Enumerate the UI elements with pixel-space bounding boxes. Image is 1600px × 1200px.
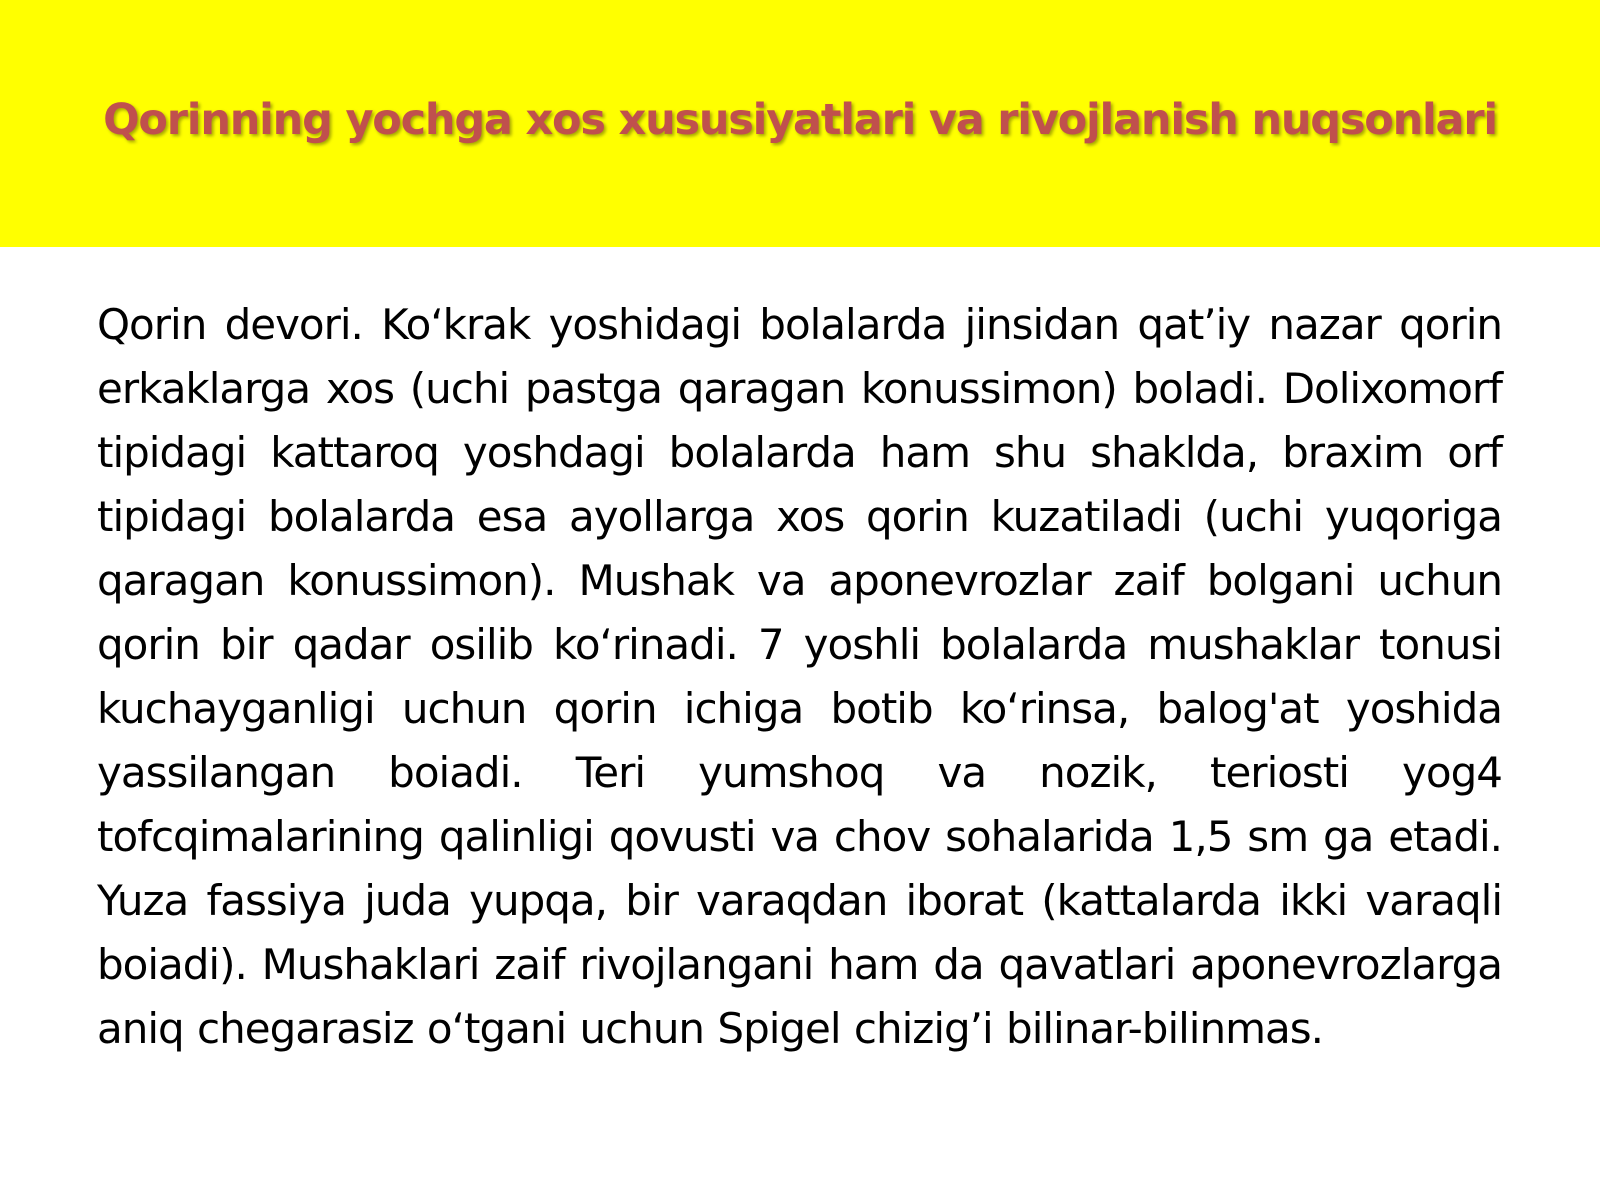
title-band xyxy=(0,0,1600,247)
slide-body-text: Qorin devori. Ko‘krak yoshidagi bolalarda jinsidan qat’iy nazar qorin erkaklarga xos (uchi pastga qaragan konussimon) boladi. Dolixomorf tipidagi kattaroq yoshdagi bolalarda ham shu shaklda, braxim orf tipidagi bolalarda esa ayollarga xos qorin kuzatiladi (uchi yuqoriga qaragan konussimon). Mushak va aponevrozlar zaif bolgani uchun qorin bir qadar osilib ko‘rinadi. 7 yoshli bolalarda mushaklar tonusi kuchayganligi uchun qorin ichiga botib ko‘rinsa, balog'at yoshida yassilangan boiadi. Teri yumshoq va nozik, teriosti yog4 tofcqimalarining qalinligi qovusti va chov sohalarida 1,5 sm ga etadi. Yuza fassiya juda yupqa, bir varaqdan iborat (kattalarda ikki varaqli boiadi). Mushaklari zaif rivojlangani ham da qavatlari aponevrozlarga aniq chegarasiz o‘tgani uchun Spigel chizig’i bilinar-bilinmas. xyxy=(97,300,1502,1053)
slide-title: Qorinning yochga xos xususiyatlari va rivojlanish nuqsonlari xyxy=(103,94,1497,145)
